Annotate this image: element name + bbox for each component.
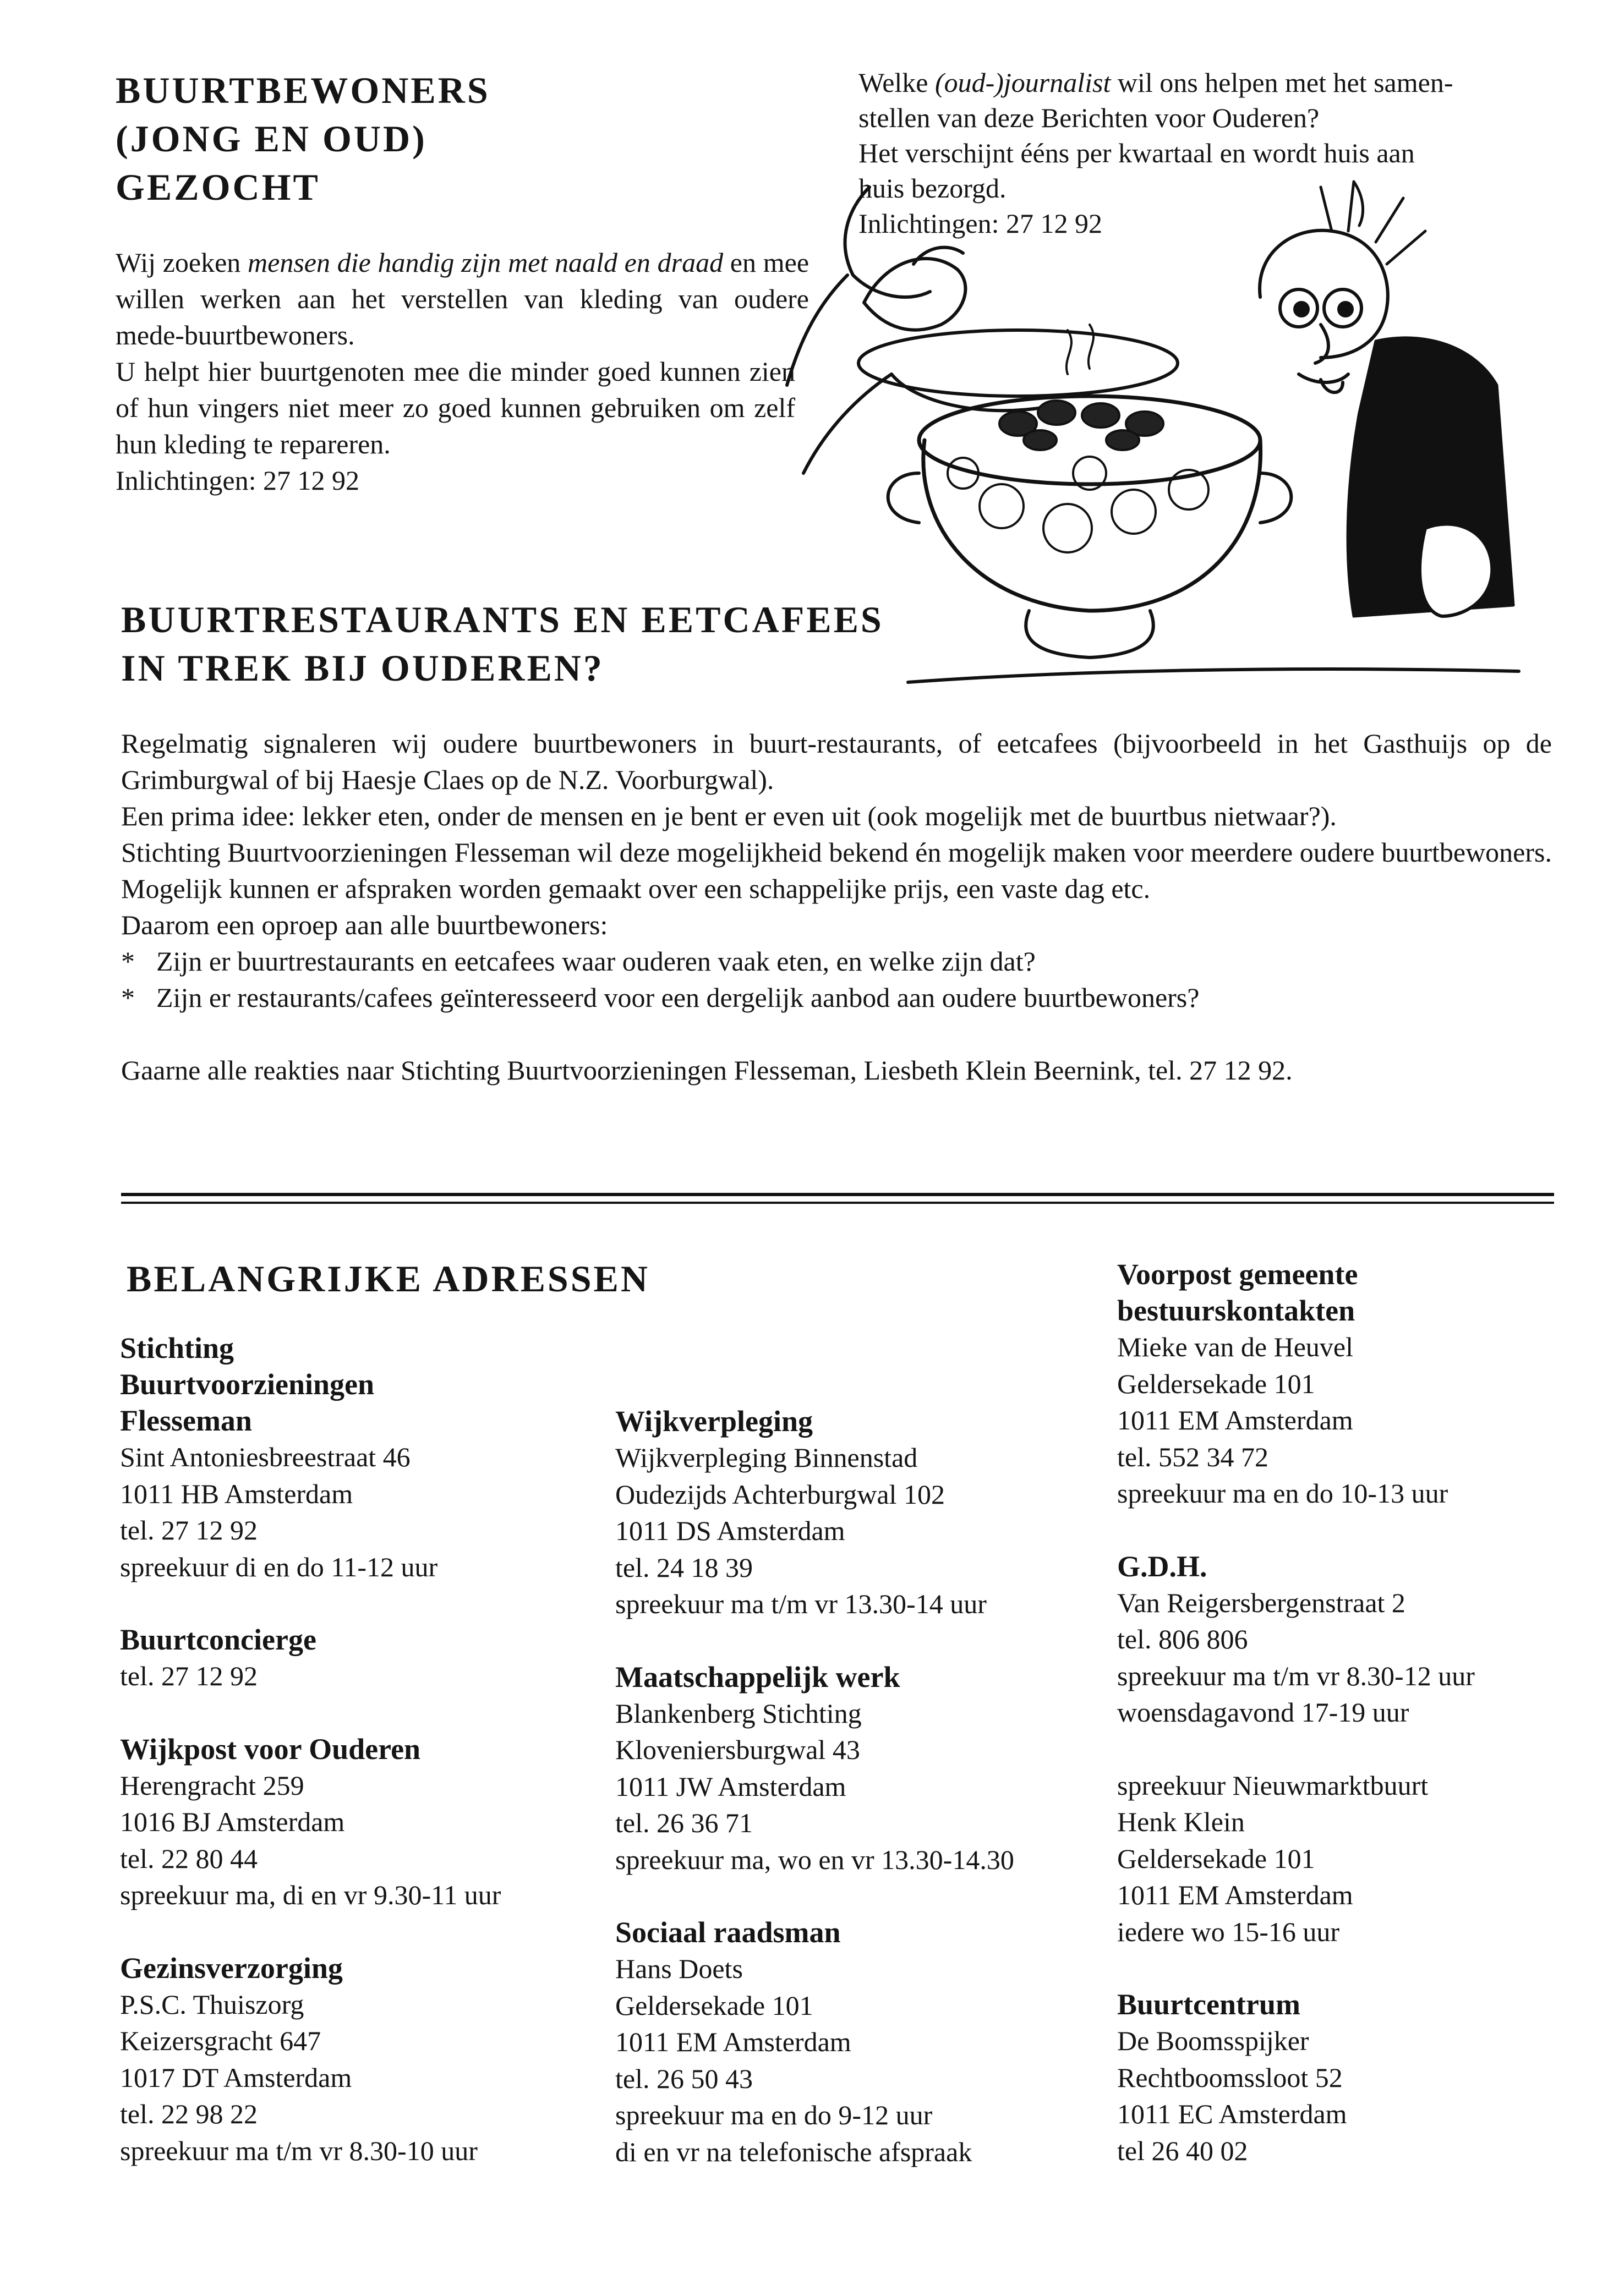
paragraph: Inlichtingen: 27 12 92	[116, 465, 359, 496]
address-line: 1016 BJ Amsterdam	[120, 1806, 345, 1837]
paragraph: Daarom een oproep aan alle buurtbewoners:	[121, 909, 608, 940]
address-column-2	[615, 1403, 1089, 2170]
address-title: bestuurskontakten	[1117, 1294, 1355, 1327]
address-block-buurtcentrum	[1117, 1986, 1590, 2169]
address-line: tel. 26 50 43	[615, 2063, 753, 2094]
bullet-mark: *	[121, 946, 135, 977]
address-line: 1011 DS Amsterdam	[615, 1515, 845, 1546]
address-line: tel. 27 12 92	[120, 1515, 258, 1546]
bullet-item	[121, 979, 1552, 1016]
address-line: tel. 27 12 92	[120, 1661, 258, 1691]
address-line: Geldersekade 101	[1117, 1843, 1315, 1874]
address-line: di en vr na telefonische afspraak	[615, 2136, 972, 2167]
text: Wij zoeken	[116, 247, 248, 278]
address-block-wijkverpleging	[615, 1403, 1089, 1623]
paragraph	[116, 244, 809, 353]
address-title: Maatschappelijk werk	[615, 1660, 900, 1694]
address-line: 1011 EM Amsterdam	[615, 2026, 851, 2057]
address-line: Hans Doets	[615, 1953, 743, 1984]
journalist-line: huis bezorgd.	[858, 173, 1007, 204]
address-line: Rechtboomssloot 52	[1117, 2062, 1343, 2093]
address-line: Van Reigersbergenstraat 2	[1117, 1587, 1405, 1618]
address-line: spreekuur ma t/m vr 13.30-14 uur	[615, 1588, 987, 1619]
address-line: iedere wo 15-16 uur	[1117, 1916, 1340, 1947]
address-line: spreekuur di en do 11-12 uur	[120, 1551, 438, 1582]
address-line: spreekuur ma, di en vr 9.30-11 uur	[120, 1879, 501, 1910]
address-line: Geldersekade 101	[615, 1990, 813, 2021]
heading-line: BUURTBEWONERS	[116, 69, 490, 111]
address-line: tel. 806 806	[1117, 1624, 1248, 1654]
address-block-nieuwmarkt	[1117, 1767, 1590, 1950]
address-line: Wijkverpleging Binnenstad	[615, 1442, 918, 1473]
paragraph: U helpt hier buurtgenoten mee die minder goed kunnen zien of hun vingers niet meer zo goed kunnen gebruiken om zelf hun kleding te repareren.	[116, 356, 795, 459]
address-line: Geldersekade 101	[1117, 1368, 1315, 1399]
address-line: Mieke van de Heuvel	[1117, 1331, 1354, 1362]
address-line: Herengracht 259	[120, 1769, 304, 1801]
emphasis-text: mensen die handig zijn met naald en draad	[248, 247, 724, 278]
address-line: tel 26 40 02	[1117, 2135, 1248, 2166]
address-line: tel. 22 98 22	[120, 2098, 258, 2129]
bullet-item	[121, 943, 1552, 979]
address-line: spreekuur ma en do 10-13 uur	[1117, 1478, 1448, 1509]
address-line: 1011 JW Amsterdam	[615, 1771, 846, 1802]
address-line: woensdagavond 17-19 uur	[1117, 1697, 1409, 1728]
bullet-text: Zijn er buurtrestaurants en eetcafees waar ouderen vaak eten, en welke zijn dat?	[156, 946, 1036, 977]
address-line: tel. 22 80 44	[120, 1843, 258, 1874]
text: en mee willen werken aan het verstellen van kleding van oudere mede-buurtbewoners.	[116, 247, 810, 350]
address-line: De Boomsspijker	[1117, 2025, 1309, 2056]
paragraph: Stichting Buurtvoorzieningen Flesseman wil deze mogelijkheid bekend én mogelijk maken voor meerdere oudere buurtbewoners. Mogelijk kunnen er afspraken worden gemaakt over een schappelijke prijs, een vaste dag etc.	[121, 837, 1552, 904]
address-title: Buurtconcierge	[120, 1623, 316, 1656]
heading-line: IN TREK BIJ OUDEREN?	[121, 647, 604, 689]
address-block-gdh	[1117, 1548, 1590, 1731]
address-block-flesseman	[120, 1330, 593, 1585]
heading-line: BUURTRESTAURANTS EN EETCAFEES	[121, 599, 884, 640]
address-line: tel. 24 18 39	[615, 1552, 753, 1583]
journalist-line: stellen van deze Berichten voor Ouderen?	[858, 102, 1320, 133]
address-line: Blankenberg Stichting	[615, 1697, 862, 1729]
address-title: G.D.H.	[1117, 1549, 1207, 1583]
address-column-3	[1117, 1256, 1590, 2169]
address-block-sociaal-raadsman	[615, 1914, 1089, 2170]
address-line: Keizersgracht 647	[120, 2025, 321, 2056]
address-line: 1011 EC Amsterdam	[1117, 2098, 1347, 2129]
journalist-line: Inlichtingen: 27 12 92	[858, 208, 1102, 239]
address-line: Oudezijds Achterburgwal 102	[615, 1478, 945, 1510]
address-title: Flesseman	[120, 1404, 252, 1437]
heading-adressen: BELANGRIJKE ADRESSEN	[127, 1258, 650, 1300]
paragraph: Een prima idee: lekker eten, onder de mensen en je bent er even uit (ook mogelijk met de buurtbus nietwaar?).	[121, 801, 1337, 831]
address-line: P.S.C. Thuiszorg	[120, 1988, 304, 2020]
address-line: 1017 DT Amsterdam	[120, 2062, 352, 2093]
address-line: spreekuur ma t/m vr 8.30-12 uur	[1117, 1660, 1475, 1691]
address-title: Sociaal raadsman	[615, 1916, 841, 1949]
section-buurtbewoners	[116, 66, 814, 498]
paragraph: Gaarne alle reakties naar Stichting Buurtvoorzieningen Flesseman, Liesbeth Klein Beernink, tel. 27 12 92.	[121, 1055, 1293, 1086]
buurtrestaurants-body	[121, 725, 1552, 1088]
address-block-wijkpost	[120, 1731, 593, 1914]
address-title: Wijkverpleging	[615, 1405, 813, 1438]
bullet-text: Zijn er restaurants/cafees geïnteresseerd voor een dergelijk aanbod aan oudere buurtbewoners?	[156, 982, 1200, 1013]
address-line: Sint Antoniesbreestraat 46	[120, 1442, 411, 1472]
address-title: Gezinsverzorging	[120, 1951, 343, 1985]
address-line: spreekuur ma, wo en vr 13.30-14.30	[615, 1844, 1014, 1875]
divider-rule	[121, 1202, 1554, 1204]
address-title: Buurtcentrum	[1117, 1988, 1300, 2021]
bullet-mark: *	[121, 982, 135, 1013]
address-line: spreekuur ma en do 9-12 uur	[615, 2100, 933, 2130]
address-line: Henk Klein	[1117, 1806, 1245, 1837]
address-title: Stichting	[120, 1331, 234, 1365]
address-title: Voorpost gemeente	[1117, 1258, 1358, 1291]
address-line: Kloveniersburgwal 43	[615, 1734, 860, 1765]
address-line: spreekuur Nieuwmarktbuurt	[1117, 1769, 1429, 1801]
journalist-line: Het verschijnt ééns per kwartaal en wordt huis aan	[858, 138, 1415, 168]
journalist-line: Welke (oud-)journalist wil ons helpen met het samen-	[858, 67, 1453, 98]
address-line: 1011 EM Amsterdam	[1117, 1879, 1353, 1910]
address-title: Buurtvoorzieningen	[120, 1368, 375, 1401]
buurtbewoners-body	[116, 244, 809, 498]
heading-line: GEZOCHT	[116, 166, 320, 208]
address-block-gezinsverzorging	[120, 1950, 593, 2169]
address-line: spreekuur ma t/m vr 8.30-10 uur	[120, 2135, 478, 2166]
divider-rule	[121, 1193, 1554, 1196]
heading-buurtrestaurants	[121, 595, 1057, 692]
address-block-maatschappelijk-werk	[615, 1659, 1089, 1878]
address-column-1	[120, 1330, 593, 2169]
address-block-voorpost	[1117, 1256, 1590, 1512]
address-line: tel. 552 34 72	[1117, 1441, 1268, 1472]
heading-buurtbewoners	[116, 66, 814, 211]
address-line: 1011 HB Amsterdam	[120, 1478, 353, 1509]
address-block-buurtconcierge	[120, 1621, 593, 1695]
heading-line: (JONG EN OUD)	[116, 118, 427, 160]
address-line: 1011 EM Amsterdam	[1117, 1405, 1353, 1435]
paragraph: Regelmatig signaleren wij oudere buurtbewoners in buurt-restaurants, of eetcafees (bijvoorbeeld in het Gasthuijs op de Grimburgwal of bij Haesje Claes op de N.Z. Voorburgwal).	[121, 728, 1552, 795]
address-title: Wijkpost voor Ouderen	[120, 1732, 421, 1766]
address-line: tel. 26 36 71	[615, 1807, 753, 1838]
